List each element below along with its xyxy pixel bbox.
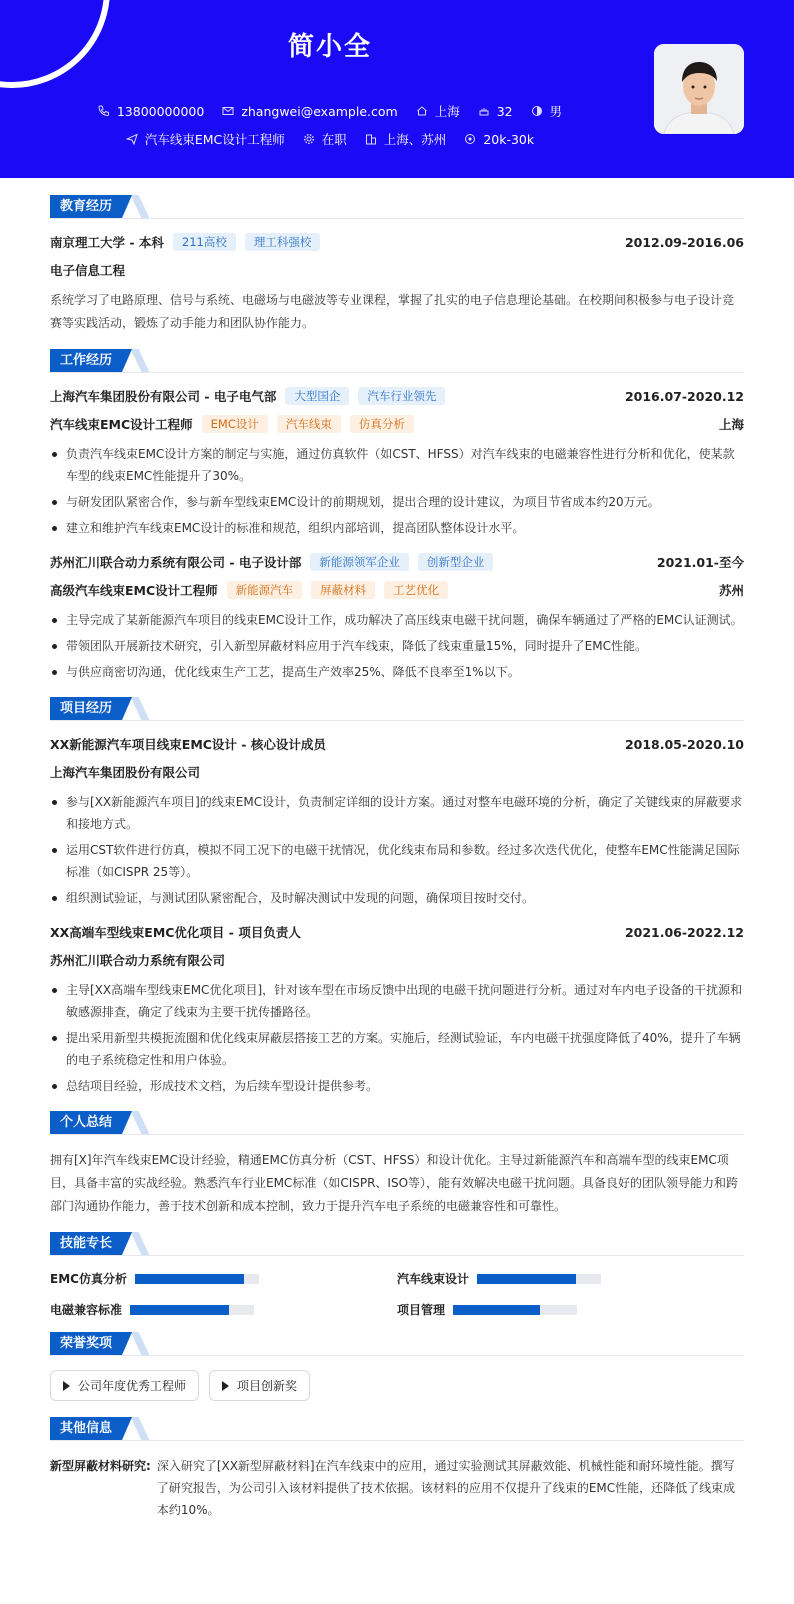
gender-icon: [531, 105, 543, 117]
skill-name: EMC仿真分析: [50, 1272, 127, 1286]
job-role-row: [50, 581, 744, 599]
skill-name: 项目管理: [397, 1303, 446, 1317]
job-intent-row: [0, 130, 660, 148]
project-bullets: [50, 979, 744, 1097]
list-item: 组织测试验证，与测试团队紧密配合，及时解决测试中发现的问题，确保项目按时交付。: [50, 887, 744, 909]
role-tag: 仿真分析: [350, 415, 414, 433]
projects-section: [50, 697, 744, 1097]
skill-name: 电磁兼容标准: [50, 1303, 123, 1317]
skill-name: 汽车线束设计: [397, 1272, 470, 1286]
project-entry: [50, 923, 744, 1097]
skill-item: [50, 1301, 397, 1318]
gender-text: 男: [549, 104, 563, 119]
role-tag: EMC设计: [202, 415, 268, 433]
major-row: [50, 261, 744, 279]
age-text: 32: [496, 103, 513, 119]
summary-section: [50, 1111, 744, 1218]
job-location: 苏州: [718, 583, 744, 598]
list-item: 带领团队开展新技术研究，引入新型屏蔽材料应用于汽车线束，降低了线束重量15%，同时提升了EMC性能。: [50, 635, 744, 657]
email-text: zhangwei@example.com: [241, 103, 398, 119]
role-tag: 屏蔽材料: [311, 581, 375, 599]
work-section: [50, 349, 744, 683]
list-item: 参与[XX新能源汽车项目]的线束EMC设计，负责制定详细的设计方案。通过对整车电磁环境的分析，确定了关键线束的屏蔽要求和接地方式。: [50, 791, 744, 835]
project-name: XX新能源汽车项目线束EMC设计 - 核心设计成员: [50, 737, 326, 752]
project-company: 上海汽车集团股份有限公司: [50, 765, 201, 780]
job-date: 2021.01-至今: [656, 555, 744, 570]
contact-row: [0, 102, 660, 120]
project-name: XX高端车型线束EMC优化项目 - 项目负责人: [50, 925, 301, 940]
send-icon: [126, 133, 138, 145]
phone-icon: [98, 105, 110, 117]
list-item: 与供应商密切沟通，优化线束生产工艺，提高生产效率25%、降低不良率至1%以下。: [50, 661, 744, 683]
role-tag: 工艺优化: [384, 581, 448, 599]
education-section: [50, 195, 744, 335]
project-bullets: [50, 791, 744, 909]
role-tag: 汽车线束: [277, 415, 341, 433]
award-chip: [209, 1370, 310, 1401]
building-icon: [365, 133, 377, 145]
project-title-row: [50, 923, 744, 941]
play-icon: [222, 1381, 229, 1391]
skill-bar: [130, 1305, 254, 1315]
award-label: 公司年度优秀工程师: [78, 1379, 187, 1393]
project-date: 2018.05-2020.10: [624, 736, 744, 752]
list-item: 运用CST软件进行仿真，模拟不同工况下的电磁干扰情况，优化线束布局和参数。经过多次迭代优化，使整车EMC性能满足国际标准（如CISPR 25等）。: [50, 839, 744, 883]
gender-item: [531, 102, 563, 120]
city-item: [416, 102, 460, 120]
list-item: 负责汽车线束EMC设计方案的制定与实施，通过仿真软件（如CST、HFSS）对汽车线束的电磁兼容性进行分析和优化，使某款车型的线束EMC性能提升了30%。: [50, 443, 744, 487]
target-city-item: [365, 130, 447, 148]
other-label: 新型屏蔽材料研究:: [50, 1459, 151, 1473]
other-section: [50, 1417, 744, 1521]
cake-icon: [478, 105, 490, 117]
job-title-item: [126, 130, 285, 148]
job-bullets: [50, 443, 744, 539]
job-entry: [50, 387, 744, 539]
section-title: 技能专长: [50, 1232, 122, 1255]
project-date: 2021.06-2022.12: [624, 924, 744, 940]
money-icon: [464, 133, 476, 145]
other-text: 深入研究了[XX新型屏蔽材料]在汽车线束中的应用，通过实验测试其屏蔽效能、机械性能和耐环境性能。撰写了研究报告，为公司引入该材料提供了技术依据。该材料的应用不仅提升了线束的EMC性能，还降低了线束成本约10%。: [156, 1459, 736, 1517]
target-city-text: 上海、苏州: [383, 132, 447, 147]
major-name: 电子信息工程: [50, 263, 126, 278]
age-item: [478, 104, 513, 119]
education-row: [50, 233, 744, 251]
skill-bar: [135, 1274, 259, 1284]
company-name: 苏州汇川联合动力系统有限公司 - 电子设计部: [50, 555, 302, 570]
candidate-name: 简小全: [287, 32, 372, 62]
project-entry: [50, 735, 744, 909]
education-description: 系统学习了电路原理、信号与系统、电磁场与电磁波等专业课程，掌握了扎实的电子信息理论基础。在校期间积极参与电子设计竞赛等实践活动，锻炼了动手能力和团队协作能力。: [50, 293, 735, 330]
list-item: 提出采用新型共模扼流圈和优化线束屏蔽层搭接工艺的方案。实施后，经测试验证，车内电磁干扰强度降低了40%，提升了车辆的电子系统稳定性和用户体验。: [50, 1027, 744, 1071]
portrait-illustration: [654, 44, 744, 134]
salary-text: 20k-30k: [483, 131, 535, 147]
skills-grid: [50, 1270, 744, 1318]
summary-header: [50, 1111, 744, 1135]
school-tag: 211高校: [173, 233, 236, 251]
list-item: 主导[XX高端车型线束EMC优化项目]，针对该车型在市场反馈中出现的电磁干扰问题进行分析。通过对车内电子设备的干扰源和敏感源排查，确定了线束为主要干扰传播路径。: [50, 979, 744, 1023]
project-company: 苏州汇川联合动力系统有限公司: [50, 953, 226, 968]
school-name: 南京理工大学 - 本科: [50, 235, 164, 250]
section-title: 其他信息: [50, 1417, 122, 1440]
job-company-row: [50, 553, 744, 571]
section-title: 个人总结: [50, 1111, 122, 1134]
mail-icon: [222, 105, 234, 117]
other-info: [50, 1455, 744, 1521]
status-item: [303, 130, 347, 148]
company-tag: 创新型企业: [418, 553, 494, 571]
role-name: 汽车线束EMC设计工程师: [50, 417, 193, 432]
role-tag: 新能源汽车: [227, 581, 303, 599]
play-icon: [63, 1381, 70, 1391]
skill-bar-fill: [453, 1305, 540, 1315]
email-item: [222, 104, 397, 119]
job-location: 上海: [718, 417, 744, 432]
skill-bar-fill: [130, 1305, 229, 1315]
company-tag: 大型国企: [285, 387, 349, 405]
projects-header: [50, 697, 744, 721]
resume-body: [50, 195, 744, 1535]
gear-icon: [303, 133, 315, 145]
company-tag: 汽车行业领先: [358, 387, 445, 405]
awards-list: [50, 1370, 744, 1401]
work-header: [50, 349, 744, 373]
job-entry: [50, 553, 744, 683]
avatar: [654, 44, 744, 134]
section-title: 教育经历: [50, 195, 122, 218]
job-date: 2016.07-2020.12: [624, 388, 744, 404]
skill-item: [397, 1270, 744, 1287]
status-text: 在职: [321, 132, 347, 147]
phone-text: 13800000000: [116, 103, 205, 119]
skill-item: [397, 1301, 744, 1318]
resume-header: [0, 0, 794, 178]
school-tag: 理工科强校: [245, 233, 321, 251]
project-company-row: [50, 951, 744, 969]
education-date: 2012.09-2016.06: [624, 234, 744, 250]
role-name: 高级汽车线束EMC设计工程师: [50, 583, 218, 598]
list-item: 总结项目经验，形成技术文档，为后续车型设计提供参考。: [50, 1075, 744, 1097]
skills-section: [50, 1232, 744, 1318]
city-text: 上海: [434, 104, 460, 119]
list-item: 与研发团队紧密合作，参与新车型线束EMC设计的前期规划，提出合理的设计建议，为项目节省成本约20万元。: [50, 491, 744, 513]
other-header: [50, 1417, 744, 1441]
company-name: 上海汽车集团股份有限公司 - 电子电气部: [50, 389, 277, 404]
summary-text: 拥有[X]年汽车线束EMC设计经验，精通EMC仿真分析（CST、HFSS）和设计优化。主导过新能源汽车和高端车型的线束EMC项目，具备丰富的实战经验。熟悉汽车行业EMC标准（如CISPR、ISO等），能有效解决电磁干扰问题。具备良好的团队领导能力和跨部门沟通协作能力，善于技术创新和成本控制，致力于提升汽车电子系统的电磁兼容性和可靠性。: [50, 1153, 739, 1213]
award-label: 项目创新奖: [237, 1379, 298, 1393]
skill-bar-fill: [477, 1274, 576, 1284]
skill-bar-fill: [135, 1274, 244, 1284]
list-item: 建立和维护汽车线束EMC设计的标准和规范，组织内部培训，提高团队整体设计水平。: [50, 517, 744, 539]
skill-item: [50, 1270, 397, 1287]
award-chip: [50, 1370, 199, 1401]
project-company-row: [50, 763, 744, 781]
education-header: [50, 195, 744, 219]
section-title: 工作经历: [50, 349, 122, 372]
skill-bar: [453, 1305, 577, 1315]
company-tag: 新能源领军企业: [310, 553, 409, 571]
skill-bar: [477, 1274, 601, 1284]
job-title-text: 汽车线束EMC设计工程师: [144, 132, 285, 147]
awards-header: [50, 1332, 744, 1356]
salary-item: [464, 132, 534, 147]
home-icon: [416, 105, 428, 117]
skills-header: [50, 1232, 744, 1256]
awards-section: [50, 1332, 744, 1401]
job-role-row: [50, 415, 744, 433]
job-bullets: [50, 609, 744, 683]
section-title: 荣誉奖项: [50, 1332, 122, 1355]
project-title-row: [50, 735, 744, 753]
phone-item: [98, 104, 204, 119]
job-company-row: [50, 387, 744, 405]
section-title: 项目经历: [50, 697, 122, 720]
list-item: 主导完成了某新能源汽车项目的线束EMC设计工作，成功解决了高压线束电磁干扰问题，确保车辆通过了严格的EMC认证测试。: [50, 609, 744, 631]
